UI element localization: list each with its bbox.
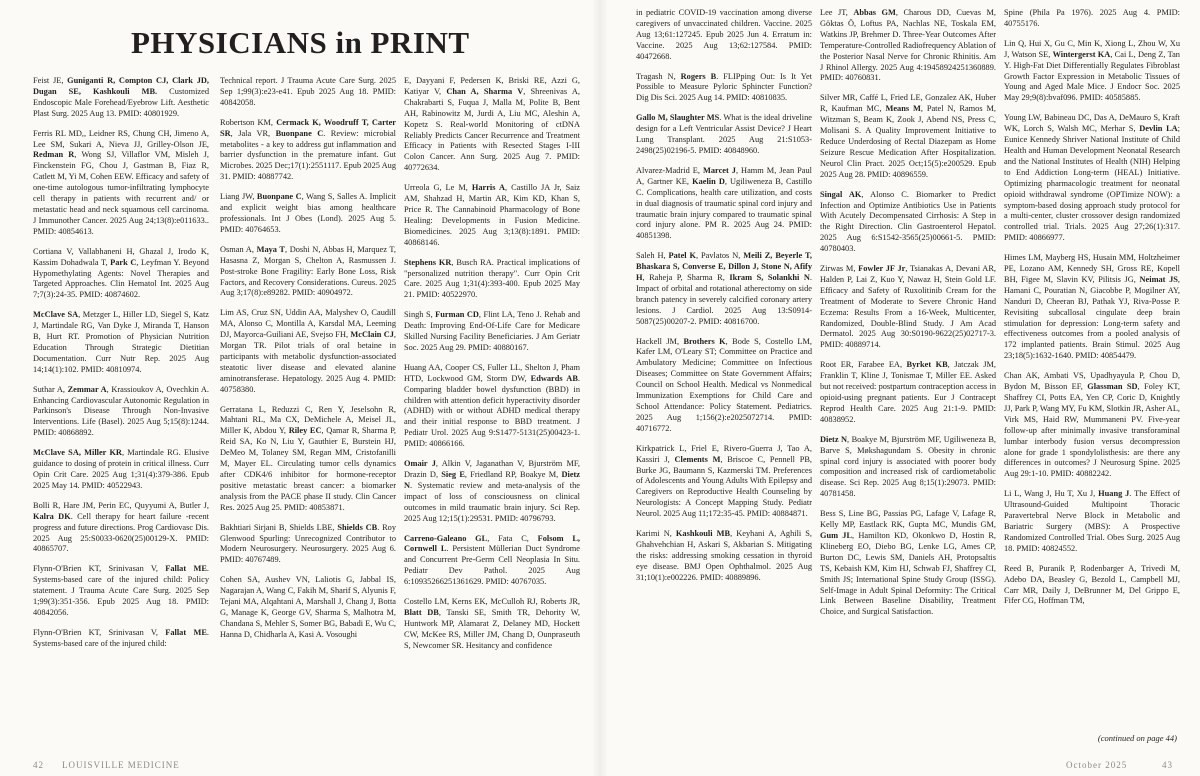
citation-entry: Robertson KM, Cermack K, Woodruff T, Carter SR, Jala VR, Buonpane C. Review: microbial metabolites - a key to address gut inflammation and barrier dysfunction in the premature infant. Gut Microbes. 2025 Dec;17(1):2551117. Epub 2025 Aug 31. PMID: 40887742. (220, 117, 397, 182)
page-gutter (592, 0, 608, 776)
citation-entry: Ferris RL MD,, Leidner RS, Chung CH, Jimeno A, Lee SM, Sukari A, Nieva JJ, Grilley-Olson JE, Redman R, Wong SJ, Villaflor VM, Misleh J, Finckenstein FG, Chou J, Gastman B, Fiaz R, Catlett M, Yi M, Cohen EEW. Efficacy and safety of one-time autologous tumor-infiltrating lymphocyte cell therapy in patients with recurrent and/ or metastatic head and neck squamous cell carcinoma. J Immunother Cancer. 2025 Aug 24;13(8):e011633.. PMID: 40854613. (33, 128, 209, 236)
citation-entry: Huang AA, Cooper CS, Fuller LL, Shelton J, Pham HTD, Lockwood GM, Storm DW, Edwards AB. Comparing bladder bowel dysfunction (BBD) in children with attention deficit hyperactivity disorder (ADHD) with or without ADHD medical therapy and their initial response to BBD treatment. J Pediatr Urol. 2025 Aug 9:S1477-5131(25)00423-1. PMID: 40866166. (404, 362, 580, 449)
citation-entry: Bess S, Line BG, Passias PG, Lafage V, Lafage R, Kelly MP, Eastlack RK, Gupta MC, Mundis GM, Gum JL, Hamilton KD, Okonkwo D, Hostin R, Klineberg EO, Diebo BG, Lenke LG, Ames CP, Burton DC, Lewis SM, Daniels AH, Protopsaltis TS, Kebaish KM, Kim HJ, Schwab FJ, Shaffrey CI, Smith JS; International Spine Study Group (ISSG). Self-Image in Adult Spinal Deformity: The Critical Link Between Baseline Disability, Treatment Choice, and Surgical Satisfaction. (820, 509, 997, 617)
citation-entry: Dietz N, Boakye M, Bjurström MF, Ugiliweneza B, Barve S, Møkshagundam S. Obesity in chronic spinal cord injury is associated with poorer body composition and increased risk of cardiometabolic disease. Sci Rep. 2025 Aug 8;15(1):29073. PMID: 40781458. (820, 434, 996, 499)
citation-entry: Hackell JM, Brothers K, Bode S, Costello LM, Kafer LM, O'Leary ST; Committee on Practice and Ambulatory Medicine; Committee on Infectious Diseases; Committee on State Government Affairs; Council on School Health. Medical vs Nonmedical Immunization Exemptions for Child Care and School Attendance: Policy Statement. Pediatrics. 2025 Aug 1;156(2):e2025072714. PMID: 40716772. (636, 336, 812, 433)
citation-entry: Cohen SA, Aushev VN, Laliotis G, Jabbal IS, Nagarajan A, Wang C, Fakih M, Sharif S, Alyunis F, Tejani MA, Alqahtani A, Marshall J, Chang J, Botta G, Manage K, George GV, Sharma S, Malhotra M, Chandana S, Mehler S, Somer BG, Babadi E, Wu C, Hanna D, Chidharla A, Kasi A. Vosoughi (220, 575, 396, 639)
citation-entry: Gerratana L, Reduzzi C, Ren Y, Jeselsohn R, Mahtani RL, Ma CX, DeMichele A, Meisel JL, Miller K, Abdou Y, Riley EC, Qamar R, Sharma P, Reid SA, Ko N, Liu Y, Gauthier E, Burstein HJ, DeMeo M, Tolaney SM, Regan MM, Cristofanilli M, Mayer EL. Circulating tumor cells dynamics after CDK4/6 inhibitor for hormone-receptor positive metastatic breast cancer: a biomarker analysis from the PACE phase II study. Clin Cancer Res. 2025 Aug 25. PMID: 40853871. (220, 404, 397, 512)
citation-entry: Lim AS, Cruz SN, Uddin AA, Malyshev O, Caudill MA, Alonso C, Montilla A, Karsdal MA, Leeming DJ, Mayorca-Guiliani AE, Svejso FH, McClain CJ, Morgan TR. Pilot trials of oral betaine in participants with metabolic dysfunction-associated steatotic liver disease and elevated alanine aminotransferase. Hepatology. 2025 Aug 4. PMID: 40758380. (220, 308, 396, 394)
continued-note: (continued on page 44) (1097, 733, 1177, 743)
column-4 (636, 8, 812, 593)
citation-entry: Himes LM, Mayberg HS, Husain MM, Holtzheimer PE, Lozano AM, Kennedy SH, Gross RE, Kopell BH, Figee M, Slavin KV, Pilitsis JG, Neimat JS, Hamani C, Pouratian N, Giacobbe P, Mogilner AY, Nanduri D, Cheeran BJ, Pathak YJ, Riva-Posse P. Revisiting subcallosal cingulate deep brain stimulation for depression: Long-term safety and effectiveness outcomes from a pooled analysis of 172 implanted patients. Brain Stimul. 2025 Aug 23;18(5):1632-1640. PMID: 40854479. (1004, 253, 1180, 361)
column-5 (820, 8, 996, 627)
citation-entry: Liang JW, Buonpane C, Wang S, Salles A. Implicit and explicit weight bias among healthcare professionals. Int J Obes (Lond). 2025 Aug 5. PMID: 40764653. (220, 192, 397, 234)
citation-entry: Kirkpatrick L, Friel E, Rivero-Guerra J, Tao A, Kassiri J, Clements M, Briscoe C, Pennell PB, Burke JG, Baumann S, Kazmerski TM. Preferences of Adolescents and Young Adults With Epilepsy and Caregivers on Reproductive Health Counseling by Neurologists: A Concept Mapping Study. Pediatr Neurol. 2025 Aug 11;172:35-45. PMID: 40884871. (636, 443, 812, 519)
citation-entry: Saleh H, Patel K, Pavlatos N, Meili Z, Beyerle T, Bhaskara S, Converse E, Dillon J, Stone N, Afify H, Raheja P, Sharma R, Ikram S, Solankhi N. Impact of orbital and rotational atherectomy on side branch patency in severely calcified coronary artery lesions. J Cardiol. 2025 Aug 13:S0914-5087(25)00207-2. PMID: 40816700. (636, 251, 813, 326)
citation-entry: in pediatric COVID-19 vaccination among diverse caregivers of unvaccinated children. Vaccine. 2025 Aug 13;61:127245. Epub 2025 Jun 4. Erratum in: Vaccine. 2025 Aug 13;62:127584. PMID: 40472668. (636, 8, 812, 61)
citation-entry: Li L, Wang J, Hu T, Xu J, Huang J. The Effect of Ultrasound-Guided Multipoint Thoracic Paravertebral Nerve Block in Metabolic and Bariatric Surgery (MBS): A Prospective Randomized Controlled Trial. Obes Surg. 2025 Aug 18. PMID: 40824552. (1004, 489, 1180, 553)
citation-entry: Singal AK, Alonso C. Biomarker to Predict Infection and Optimize Antibiotics Use in Patients With Acutely Decompensated Cirrhosis: A Step in the Right Direction. Clin Gastroenterol Hepatol. 2025 Aug 6:S1542-3565(25)00661-5. PMID: 40780403. (820, 189, 996, 254)
citation-entry: McClave SA, Metzger L, Hiller LD, Siegel S, Katz J, Martindale RG, Van Dyke J, Miranda T, Hanson B, Hurt RT. Promotion of Physician Nutrition Education Through Strategic Dietitian Documentation. Curr Nutr Rep. 2025 Aug 14;14(1):102. PMID: 40810974. (33, 310, 209, 374)
citation-entry: Reed B, Puranik P, Rodenbarger A, Trivedi M, Adebo DA, Beasley G, Bezold L, Campbell MJ, Carr MR, Daily J, DeBrunner M, Del Grippo E, Fifer CG, Hoffman TM, (1004, 563, 1180, 606)
citation-entry: Lin Q, Hui X, Gu C, Min K, Xiong L, Zhou W, Xu J, Watson SE, Wintergerst KA, Cai L, Deng Z, Tan Y. High-Fat Diet Differentially Regulates Fibroblast Growth Factor Expression in Metabolic Tissues of Young and Aged Male Mice. J Endocr Soc. 2025 May 29;9(8):bvaf096. PMID: 40585885. (1004, 38, 1180, 103)
citation-entry: Singh S, Furman CD, Flint LA, Teno J. Rehab and Death: Improving End-Of-Life Care for Medicare Skilled Nursing Facility Beneficiaries. J Am Geriatr Soc. 2025 Aug 29. PMID: 40880167. (404, 310, 580, 352)
citation-entry: Flynn-O'Brien KT, Srinivasan V, Fallat ME. Systems-based care of the injured child: (33, 627, 209, 648)
column-1 (33, 76, 209, 659)
citation-entry: E, Dayyani F, Pedersen K, Briski RE, Azzi G, Katiyar V, Chan A, Sharma V, Shreenivas A, Chakrabarti S, Fuqua J, Malla M, Polite B, Bent AH, Rabinowitz M, Jurdi A, Liu MC, Aleshin A, Kopetz S. Real-world Monitoring of ctDNA Reliably Predicts Cancer Recurrence and Treatment Efficacy in Patients with Resected Stages I-III Colon Cancer. Ann Surg. 2025 Aug 7. PMID: 40772634. (404, 76, 580, 173)
citation-entry: Karimi N, Kashkouli MB, Keyhani A, Aghili S, Ghahvehchian H, Askari S, Akbarian S. Mitigating the risks: addressing smoking cessation in thyroid eye disease. BMJ Open Ophthalmol. 2025 Aug 31;10(1):e002226. PMID: 40889896. (636, 529, 813, 582)
left-page-number: 42 (33, 760, 44, 770)
citation-entry: Stephens KR, Busch RA. Practical implications of "personalized nutrition therapy". Curr Opin Crit Care. 2025 Aug 1;31(4):393-400. Epub 2025 May 21. PMID: 40522970. (404, 257, 580, 300)
citation-entry: Cortiana V, Vallabhaneni H, Ghazal J, Irodo K, Kassim Dohadwala T, Park C, Leyfman Y. Beyond Hypomethylating Agents: Novel Therapies and Targeted Approaches. Clin Hematol Int. 2025 Aug 7;7(3):24-35. PMID: 40874602. (33, 246, 209, 300)
column-2 (220, 76, 396, 650)
citation-entry: Suthar A, Zemmar A, Krassioukov A, Ovechkin A. Enhancing Cardiovascular Autonomic Regulation in Parkinson's Disease Through Non-Invasive Interventions. Life (Basel). 2025 Aug 5;15(8):1244. PMID: 40868892. (33, 384, 209, 438)
column-6 (1004, 8, 1180, 616)
citation-entry: Technical report. J Trauma Acute Care Surg. 2025 Sep 1;99(3):e23-e41. Epub 2025 Aug 18. PMID: 40842058. (220, 76, 396, 107)
column-3 (404, 76, 580, 661)
citation-entry: Alvarez-Madrid E, Marcet J, Hamm M, Jean Paul A, Gartner KE, Kaelin D, Ugiliweneza B, Castillo C. Complications, health care utilization, and costs in dual diagnosis of traumatic spinal cord injury and traumatic brain injury compared to traumatic spinal cord injury alone. PM R. 2025 Aug 24. PMID: 40851398. (636, 165, 812, 241)
citation-entry: Young LW, Babineau DC, Das A, DeMauro S, Kraft WK, Lorch S, Walsh MC, Merhar S, Devlin LA; Eunice Kennedy Shriver National Institute of Child Health and Human Development Neonatal Research and the National Institutes of Health (NIH) Helping to End Addiction Long-term (HEAL) Initiative. Optimizing pharmacologic treatment for neonatal opioid withdrawal syndrome (OPTimize NOW): a symptom-based dosing approach study protocol for a multi-center, cluster crossover design randomized controlled trial. Trials. 2025 Aug 27;26(1):317. PMID: 40866977. (1004, 113, 1180, 243)
citation-entry: Osman A, Maya T, Doshi N, Abbas H, Marquez T, Hasasna Z, Morgan S, Chelton A, Rasmussen J. Post-stroke Bone Fragility: Early Bone Loss, Risk Factors, and Recovery Considerations. Cureus. 2025 Aug 3;17(8):e89282. PMID: 40904972. (220, 244, 396, 298)
citation-entry: Zirwas M, Fowler JF Jr, Tsianakas A, Devani AR, Halden P, Lai Z, Kuo Y, Nawaz H, Stein Gold LF. Efficacy and Safety of Ruxolitinib Cream for the Treatment of Moderate to Severe Chronic Hand Eczema: Results From a 16-Week, Multicenter, Randomized, Double-Blind Study. J Am Acad Dermatol. 2025 Aug 30:S0190-9622(25)02717-3. PMID: 40889714. (820, 264, 996, 350)
citation-entry: Tragash N, Rogers B. FLIPping Out: Is It Yet Possible to Measure Pyloric Sphincter Function? Dig Dis Sci. 2025 Aug 14. PMID: 40810835. (636, 71, 812, 103)
citation-entry: Chan AK, Ambati VS, Upadhyayula P, Chou D, Bydon M, Bisson EF, Glassman SD, Foley KT, Shaffrey CI, Potts EA, Yen CP, Coric D, Knightly JJ, Park P, Wang MY, Fu KM, Slotkin JR, Asher AL, Virk MS, Haid RW, Mummaneni PV. Five-year follow-up after minimally invasive transforaminal lumbar interbody fusion versus decompression alone for grade 1 spondylolisthesis: are there any differences in outcomes? J Neurosurg Spine. 2025 Aug 29:1-10. PMID: 40882242. (1004, 371, 1180, 479)
issue-date: October 2025 (1066, 760, 1128, 770)
citation-entry: Silver MR, Caffé L, Fried LE, Gonzalez AK, Huber R, Kaufman MC, Means M, Patel N, Ramos M, Witzman S, Beam K, Zook J, Abend NS, Press C, Molisani S. A Quality Improvement Initiative to Reduce Underdosing of Rectal Diazepam as Home Seizure Rescue Medication After Hospitalization. Neurol Clin Pract. 2025 Oct;15(5):e200529. Epub 2025 Aug 28. PMID: 40896559. (820, 93, 996, 179)
citation-entry: McClave SA, Miller KR, Martindale RG. Elusive guidance to dosing of protein in critical illness. Curr Opin Crit Care. 2025 Aug 1;31(4):379-386. Epub 2025 May 14. PMID: 40522943. (33, 448, 209, 490)
citation-entry: Flynn-O'Brien KT, Srinivasan V, Fallat ME. Systems-based care of the injured child: Policy statement. J Trauma Acute Care Surg. 2025 Sep 1;99(3):351-356. Epub 2025 Aug 18. PMID: 40842056. (33, 564, 209, 617)
page-title: PHYSICIANS in PRINT (131, 25, 470, 60)
right-page-number: 43 (1162, 760, 1173, 770)
citation-entry: Lee JT, Abbas GM, Charous DD, Cuevas M, Göktas Ö, Loftus PA, Nachlas NE, Toskala EM, Watkins JP, Brehmer D. Three-Year Outcomes After Temperature-Controlled Radiofrequency Ablation of the Posterior Nasal Nerve for Chronic Rhinitis. Am J Rhinol Allergy. 2025 Aug 4:19458924251360889. PMID: 40760831. (820, 8, 996, 83)
citation-entry: Costello LM, Kerns EK, McCulloh RJ, Roberts JR, Blatt DB, Tanski SE, Smith TR, Dehority W, Huntwork MP, Alamarat Z, Delaney MD, Hockett CW, McKee RS, Miller JM, Chang D, Ounpraseuth S, Newcomer SR. Hesitancy and confidence (404, 597, 580, 650)
citation-entry: Carreno-Galeano GL, Fata C, Folsom L, Cornwell L. Persistent Müllerian Duct Syndrome and Concurrent Pre-Germ Cell Neoplasia In Situ. Pediatr Dev Pathol. 2025 Aug 6:10935266251361629. PMID: 40767035. (404, 533, 580, 587)
citation-entry: Gallo M, Slaughter MS. What is the ideal driveline design for a Left Ventricular Assist Device? J Heart Lung Transplant. 2025 Aug 21:S1053-2498(25)02196-5. PMID: 40848960. (636, 113, 813, 155)
citation-entry: Bakhtiari Sirjani B, Shields LBE, Shields CB. Roy Glenwood Spurling: Unrecognized Contributor to Modern Neurosurgery. Neurosurgery. 2025 Aug 6. PMID: 40767489. (220, 522, 396, 565)
citation-entry: Omair J, Alkin V, Jaganathan V, Bjurström MF, Drazin D, Sieg E, Friedland RP, Boakye M, Dietz N. Systematic review and meta-analysis of the impact of loss of consciousness on clinical outcomes in mild traumatic brain injury. Sci Rep. 2025 Aug 12;15(1):29531. PMID: 40796793. (404, 459, 580, 523)
citation-entry: Spine (Phila Pa 1976). 2025 Aug 4. PMID: 40755176. (1004, 8, 1180, 28)
publication-name: LOUISVILLE MEDICINE (62, 760, 180, 770)
citation-entry: Root ER, Farabee EA, Byrket KB, Jatczak JM, Franklin T, Kline J, Tonismae T, Miller EE. Asked but not received: postpartum contraception access in opioid-using pregnant patients. Eur J Contracept Reprod Health Care. 2025 Aug 21:1-9. PMID: 40838952. (820, 360, 996, 424)
citation-entry: Feist JE, Guniganti R, Compton CJ, Clark JD, Dugan SE, Kashkouli MB. Customized Endoscopic Male Forehead/Eyebrow Lift. Aesthetic Plast Surg. 2025 Aug 13. PMID: 40801929. (33, 76, 209, 118)
citation-entry: Bolli R, Hare JM, Perin EC, Quyyumi A, Butler J, Kalra DK. Cell therapy for heart failure -recent progress and future directions. Prog Cardiovasc Dis. 2025 Aug 25:S0033-0620(25)00129-X. PMID: 40865707. (33, 500, 209, 554)
citation-entry: Urreola G, Le M, Harris A, Castillo JA Jr, Saiz AM, Shahzad H, Martin AR, Kim KD, Khan S, Price R. The Cannabinoid Pharmacology of Bone Healing: Developments in Fusion Medicine. Biomedicines. 2025 Aug 3;13(8):1891. PMID: 40868146. (404, 183, 580, 247)
